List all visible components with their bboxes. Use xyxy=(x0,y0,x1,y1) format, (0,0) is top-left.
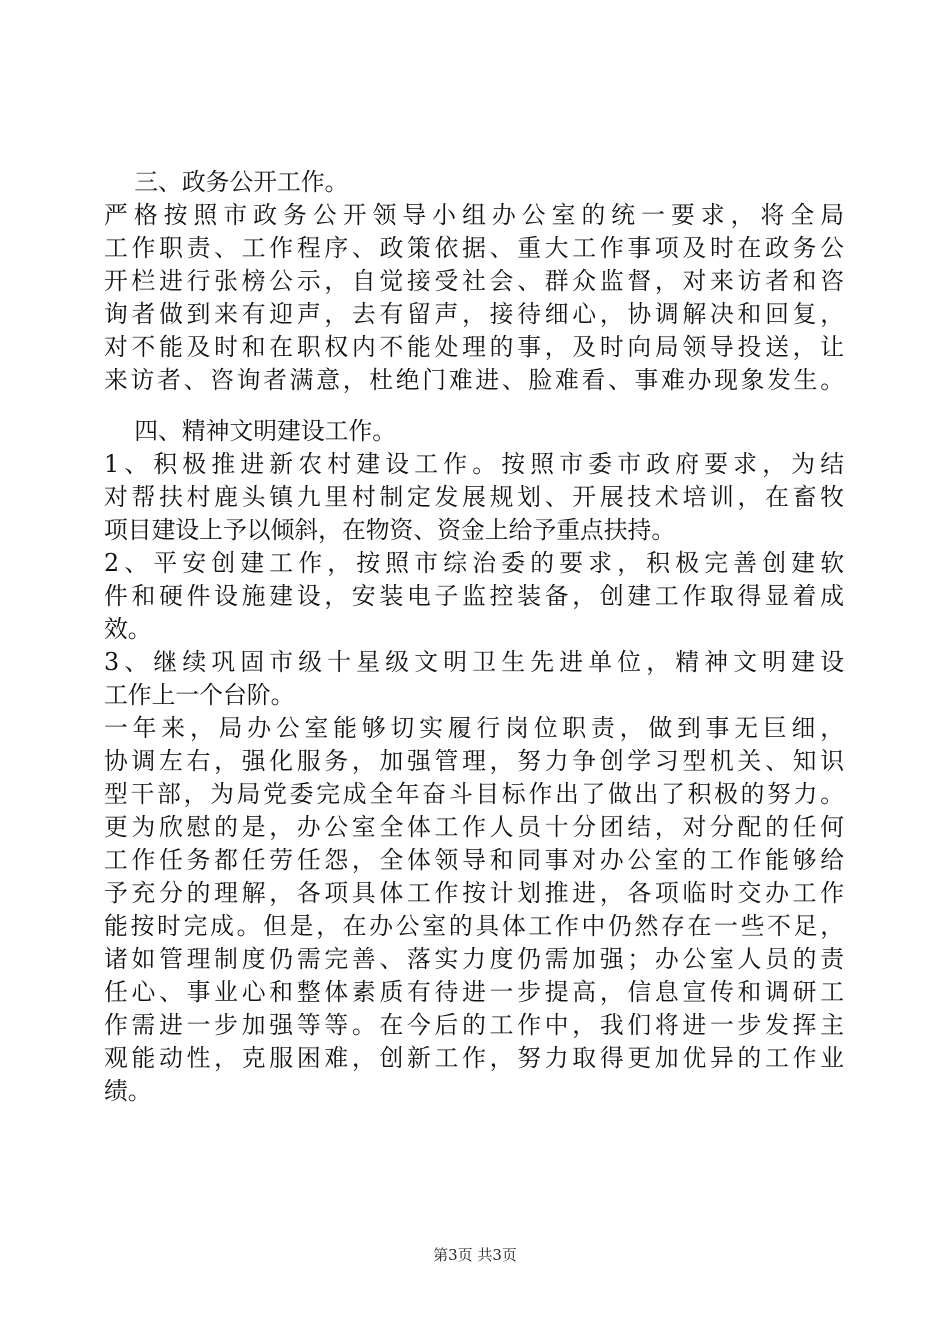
text-line: 观能动性，克服困难，创新工作，努力取得更加优异的工作业 xyxy=(104,1044,844,1072)
text-line: 协调左右，强化服务，加强管理，努力争创学习型机关、知识 xyxy=(104,747,844,775)
text-line: 作需进一步加强等等。在今后的工作中，我们将进一步发挥主 xyxy=(104,1011,844,1039)
text-line: 1、积极推进新农村建设工作。按照市委市政府要求，为结 xyxy=(104,450,844,478)
text-line: 更为欣慰的是，办公室全体工作人员十分团结，对分配的任何 xyxy=(104,813,844,841)
text-line: 项目建设上予以倾斜，在物资、资金上给予重点扶持。 xyxy=(104,516,676,544)
text-line: 件和硬件设施建设，安装电子监控装备，创建工作取得显着成 xyxy=(104,582,844,610)
text-line: 工作上一个台阶。 xyxy=(104,681,295,709)
text-line: 严格按照市政务公开领导小组办公室的统一要求，将全局 xyxy=(104,201,844,229)
text-line: 任心、事业心和整体素质有待进一步提高，信息宣传和调研工 xyxy=(104,978,844,1006)
paragraph-gap xyxy=(104,397,844,415)
text-line: 开栏进行张榜公示，自觉接受社会、群众监督，对来访者和咨 xyxy=(104,267,844,295)
text-line: 能按时完成。但是，在办公室的具体工作中仍然存在一些不足， xyxy=(104,912,844,940)
text-line: 对不能及时和在职权内不能处理的事，及时向局领导投送，让 xyxy=(104,333,844,361)
text-line: 型干部，为局党委完成全年奋斗目标作出了做出了积极的努力。 xyxy=(104,780,844,808)
text-line: 一年来，局办公室能够切实履行岗位职责，做到事无巨细， xyxy=(104,714,844,742)
text-line: 予充分的理解，各项具体工作按计划推进，各项临时交办工作 xyxy=(104,879,844,907)
document-body xyxy=(104,166,844,1108)
page-footer: 第3页 共3页 xyxy=(433,1246,517,1264)
text-line: 工作任务都任劳任怨，全体领导和同事对办公室的工作能够给 xyxy=(104,846,844,874)
text-line: 询者做到来有迎声，去有留声，接待细心，协调解决和回复， xyxy=(104,300,844,328)
text-line: 工作职责、工作程序、政策依据、重大工作事项及时在政务公 xyxy=(104,234,844,262)
text-line: 绩。 xyxy=(104,1077,152,1105)
text-line: 2、平安创建工作，按照市综治委的要求，积极完善创建软 xyxy=(104,549,844,577)
section-heading-4: 四、精神文明建设工作。 xyxy=(104,417,397,445)
text-line: 对帮扶村鹿头镇九里村制定发展规划、开展技术培训，在畜牧 xyxy=(104,483,844,511)
text-line: 来访者、咨询者满意，杜绝门难进、脸难看、事难办现象发生。 xyxy=(104,366,844,394)
text-line: 诸如管理制度仍需完善、落实力度仍需加强；办公室人员的责 xyxy=(104,945,844,973)
text-line: 3、继续巩固市级十星级文明卫生先进单位，精神文明建设 xyxy=(104,648,844,676)
section-heading-3: 三、政务公开工作。 xyxy=(104,168,349,196)
text-line: 效。 xyxy=(104,615,152,643)
